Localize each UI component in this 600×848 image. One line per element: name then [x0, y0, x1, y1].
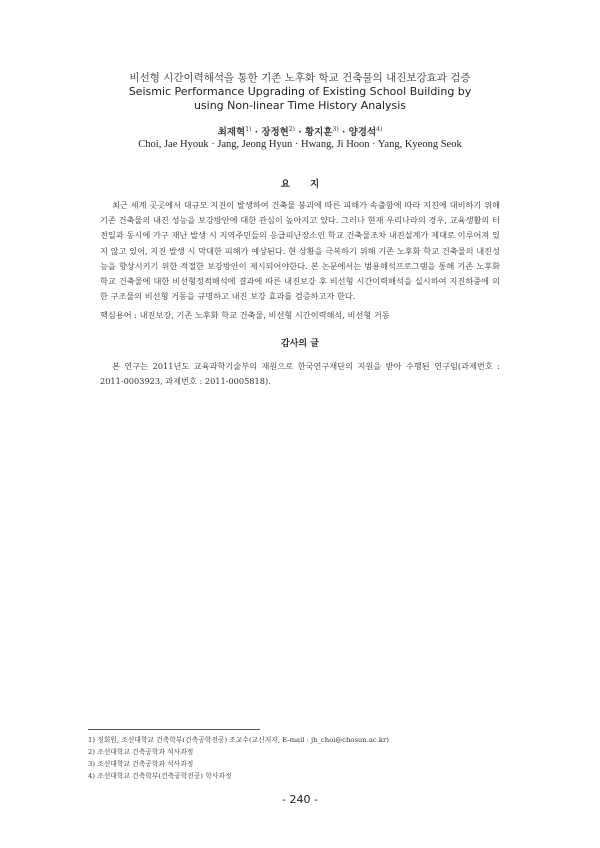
footnote-item: 1) 정회원, 조선대학교 건축학부(건축공학전공) 조교수(교신저자, E-mail : jh_choi@chosun.ac.kr): [88, 736, 389, 744]
author-affiliation-mark: 4): [376, 125, 383, 133]
title-english: [0, 85, 600, 113]
title-english-line-2: using Non-linear Time History Analysis: [193, 99, 407, 112]
author-name: 장정현: [261, 127, 289, 138]
footnote-divider: [88, 729, 260, 730]
footnote-item: 2) 조선대학교 건축공학과 석사과정: [88, 748, 194, 756]
page-number: - 240 -: [282, 793, 318, 806]
author-name: 최재혁: [217, 127, 246, 138]
author-separator: ·: [295, 127, 305, 138]
author-affiliation-mark: 2): [288, 125, 296, 133]
author-affiliation-mark: 3): [332, 125, 339, 133]
author-name: 황지훈: [304, 127, 333, 138]
acknowledgement-heading: 감사의 글: [281, 339, 319, 349]
acknowledgement-body: [100, 359, 500, 389]
abstract-paragraph: 최근 세계 곳곳에서 대규모 지진이 발생하여 건축물 붕괴에 따른 피해가 속출함에 따라 지진에 대비하기 위해 기존 건축물의 내진 성능을 보강방안에 대한 관심이 높아지고 있다. 그러나 현재 우리나라의 경우, 교육생활의 터전일과 동시에 가구 재난 발생 시 지역주민들의 응급피난장소인 학교 건축물조차 내진설계가 제대로 이루어져 있지 않고 있어, 지진 발생 시 막대한 피해가 예상된다. 현 상황을 극복하기 위해 기존 노후화 학교 건축물의 내진성능을 향상시키기 위한 적절한 보강방안이 제시되어야한다. 본 논문에서는 범용해석프로그램을 통해 기존 노후화 학교 건축물에 대한 비선형정적해석에 결과에 따른 내진보강 후 비선형 시간이력해석을 실시하여 지진하중에 의한 구조물의 비선형 거동을 규명하고 내진 보강 효과를 검증하고자 한다.: [100, 200, 500, 302]
author-affiliation-mark: 1): [245, 125, 252, 133]
footnote-item: 3) 조선대학교 건축공학과 석사과정: [88, 760, 194, 768]
footnote-item: 4) 조선대학교 건축학부(건축공학전공) 학사과정: [88, 772, 232, 780]
acknowledgement-paragraph: 본 연구는 2011년도 교육과학기술부의 재원으로 한국연구재단의 지원을 받아 수행된 연구임(과제번호 : 2011-0003923, 과제번호 : 2011-0005818).: [100, 361, 500, 387]
author-separator: ·: [251, 127, 262, 138]
author-separator: ·: [338, 127, 349, 138]
title-korean: 비선형 시간이력해석을 통한 기존 노후화 학교 건축물의 내진보강효과 검증: [129, 72, 471, 84]
authors-korean: [0, 124, 600, 138]
author-name: 양경석: [348, 127, 377, 138]
abstract-heading: 요지: [280, 179, 340, 190]
keywords: 핵심용어 : 내진보강, 기존 노후화 학교 건축물, 비선형 시간이력해석, 비선형 거동: [100, 310, 390, 320]
title-english-line-1: Seismic Performance Upgrading of Existing School Building by: [128, 85, 472, 98]
abstract-body: [100, 198, 500, 304]
authors-english: Choi, Jae Hyouk · Jang, Jeong Hyun · Hwang, Ji Hoon · Yang, Kyeong Seok: [138, 139, 462, 150]
footnotes: [88, 734, 508, 782]
